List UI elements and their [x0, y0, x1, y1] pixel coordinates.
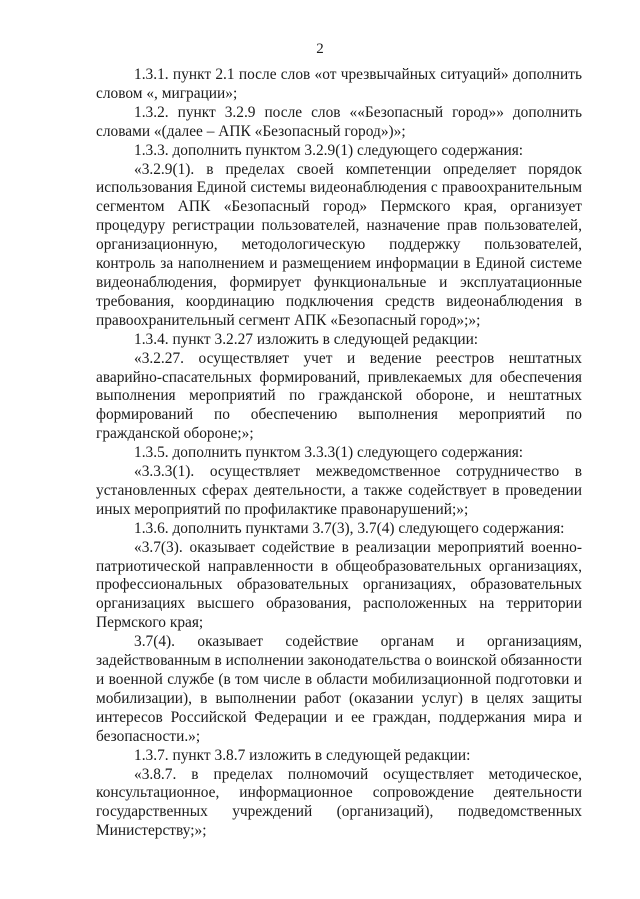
paragraph-3-2-27: «3.2.27. осуществляет учет и ведение реестров нештатных аварийно-спасательных формирований, привлекаемых для обеспечения выполнения мероприятий по гражданской обороне, и нештатных формирований по обеспечению выполнения мероприятий по гражданской обороне;»; [96, 349, 582, 443]
paragraph-3-3-3-1: «3.3.3(1). осуществляет межведомственное сотрудничество в установленных сферах деятельности, а также содействует в проведении иных мероприятий по профилактике правонарушений;»; [96, 463, 582, 518]
document-body [96, 66, 582, 841]
paragraph-3-7-3: «3.7(3). оказывает содействие в реализации мероприятий военно-патриотической направленности в общеобразовательных организациях, профессиональных образовательных организациях, образовательных организациях высшего образования, расположенных на территории Пермского края; [96, 538, 582, 632]
page-number: 2 [316, 41, 324, 57]
paragraph-3-7-4: 3.7(4). оказывает содействие органам и организациям, задействованным в исполнении законодательства о воинской обязанности и военной службе (в том числе в области мобилизационной подготовки и мобилизации), в выполнении работ (оказании услуг) в целях защиты интересов Российской Федерации и ее граждан, поддержания мира и безопасности.»; [96, 633, 582, 745]
paragraph-1-3-5: 1.3.5. дополнить пунктом 3.3.3(1) следующего содержания: [134, 444, 524, 462]
paragraph-1-3-6: 1.3.6. дополнить пунктами 3.7(3), 3.7(4) следующего содержания: [134, 519, 565, 537]
paragraph-1-3-7: 1.3.7. пункт 3.8.7 изложить в следующей редакции: [134, 746, 471, 764]
paragraph-3-8-7: «3.8.7. в пределах полномочий осуществляет методическое, консультационное, информационное сопровождение деятельности государственных учреждений (организаций), подведомственных Министерству;»; [96, 765, 582, 840]
paragraph-1-3-1: 1.3.1. пункт 2.1 после слов «от чрезвычайных ситуаций» дополнить словом «, миграции»; [96, 66, 582, 102]
paragraph-1-3-3: 1.3.3. дополнить пунктом 3.2.9(1) следующего содержания: [134, 141, 524, 159]
paragraph-3-2-9-1: «3.2.9(1). в пределах своей компетенции определяет порядок использования Единой системы видеонаблюдения с правоохранительным сегментом АПК «Безопасный город» Пермского края, организует процедуру регистрации пользователей, назначение прав пользователей, организационную, методологическую поддержку пользователей, контроль за наполнением и размещением информации в Единой системе видеонаблюдения, формирует функциональные и эксплуатационные требования, координацию подключения средств видеонаблюдения в правоохранительный сегмент АПК «Безопасный город»;»; [96, 160, 582, 329]
paragraph-1-3-2: 1.3.2. пункт 3.2.9 после слов ««Безопасный город»» дополнить словами «(далее – АПК «Безопасный город»)»; [96, 103, 582, 140]
paragraph-1-3-4: 1.3.4. пункт 3.2.27 изложить в следующей редакции: [134, 330, 479, 348]
